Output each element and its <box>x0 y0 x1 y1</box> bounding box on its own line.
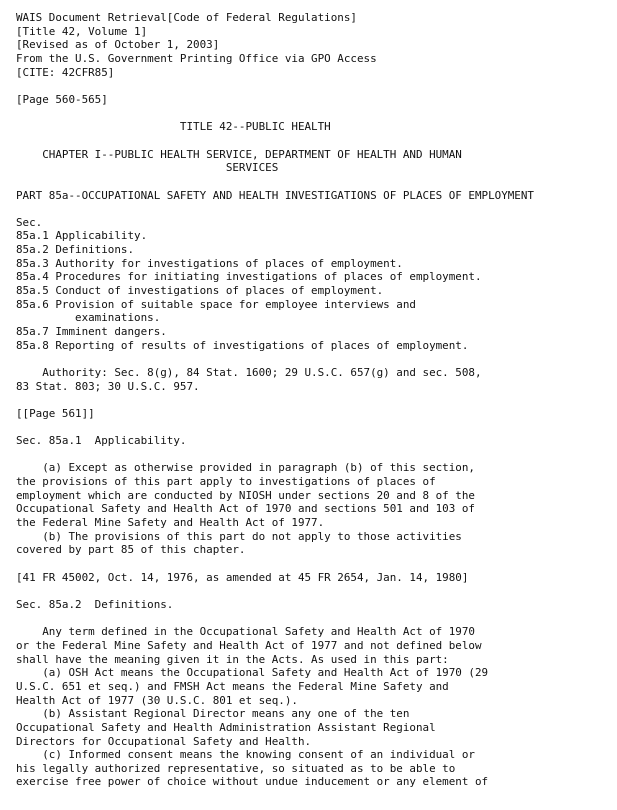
document-line: employment which are conducted by NIOSH under sections 20 and 8 of the <box>16 488 475 502</box>
document-line: Occupational Safety and Health Administration Assistant Regional <box>16 720 436 734</box>
document-line: Occupational Safety and Health Act of 1970 and sections 501 and 103 of <box>16 502 475 516</box>
document-line: Sec. 85a.2 Definitions. <box>16 598 174 611</box>
document-line: covered by part 85 of this chapter. <box>16 543 246 557</box>
document-line: the provisions of this part apply to investigations of places of <box>16 475 436 489</box>
document-line: Health Act of 1977 (30 U.S.C. 801 et seq.). <box>16 693 298 707</box>
document-line: [Title 42, Volume 1] <box>16 24 148 38</box>
document-line: the Federal Mine Safety and Health Act of 1977. <box>16 516 325 529</box>
document-line: Sec. 85a.1 Applicability. <box>16 434 187 448</box>
document-line: Directors for Occupational Safety and Health. <box>16 734 312 748</box>
document-line: his legally authorized representative, so situated as to be able to <box>16 761 456 775</box>
document-line: From the U.S. Government Printing Office via GPO Access <box>16 52 377 65</box>
document-line: CHAPTER I--PUBLIC HEALTH SERVICE, DEPARTMENT OF HEALTH AND HUMAN <box>16 147 462 161</box>
document-line: (b) The provisions of this part do not apply to those activities <box>16 529 462 543</box>
document-line: 85a.7 Imminent dangers. <box>16 324 167 338</box>
document-line: [Page 560-565] <box>16 92 108 106</box>
document-line: 83 Stat. 803; 30 U.S.C. 957. <box>16 379 200 393</box>
document-line: SERVICES <box>16 161 279 175</box>
document-line: 85a.5 Conduct of investigations of places of employment. <box>16 284 384 297</box>
document-line: (a) OSH Act means the Occupational Safety and Health Act of 1970 (29 <box>16 666 489 680</box>
document-line: (c) Informed consent means the knowing consent of an individual or <box>16 748 475 762</box>
document-line: [[Page 561]] <box>16 406 95 420</box>
document-line: [CITE: 42CFR85] <box>16 65 115 79</box>
document-line: 85a.6 Provision of suitable space for employee interviews and <box>16 297 416 311</box>
document-line: exercise free power of choice without undue inducement or any element of <box>16 775 489 789</box>
document-line: shall have the meaning given it in the Acts. As used in this part: <box>16 652 449 666</box>
document-line: 85a.2 Definitions. <box>16 243 135 257</box>
document-line: or the Federal Mine Safety and Health Act of 1977 and not defined below <box>16 638 482 652</box>
document-line: Authority: Sec. 8(g), 84 Stat. 1600; 29 U.S.C. 657(g) and sec. 508, <box>16 365 482 379</box>
document-line: Sec. <box>16 215 43 229</box>
document-line: (b) Assistant Regional Director means any one of the ten <box>16 707 410 721</box>
document-line: examinations. <box>16 311 161 325</box>
document-line: 85a.8 Reporting of results of investigations of places of employment. <box>16 338 469 352</box>
document-line: 85a.4 Procedures for initiating investigations of places of employment. <box>16 270 482 284</box>
document-line: U.S.C. 651 et seq.) and FMSH Act means the Federal Mine Safety and <box>16 679 449 693</box>
document-line: 85a.3 Authority for investigations of places of employment. <box>16 256 403 270</box>
document-line: [Revised as of October 1, 2003] <box>16 38 220 52</box>
document-line: 85a.1 Applicability. <box>16 229 148 243</box>
document-line: Any term defined in the Occupational Safety and Health Act of 1970 <box>16 625 475 639</box>
document-line: PART 85a--OCCUPATIONAL SAFETY AND HEALTH INVESTIGATIONS OF PLACES OF EMPLOYMENT <box>16 188 534 202</box>
document-line: TITLE 42--PUBLIC HEALTH <box>16 120 331 134</box>
document-line: (a) Except as otherwise provided in paragraph (b) of this section, <box>16 461 475 475</box>
document-line: [41 FR 45002, Oct. 14, 1976, as amended at 45 FR 2654, Jan. 14, 1980] <box>16 570 469 584</box>
document-line: WAIS Document Retrieval[Code of Federal Regulations] <box>16 11 357 24</box>
